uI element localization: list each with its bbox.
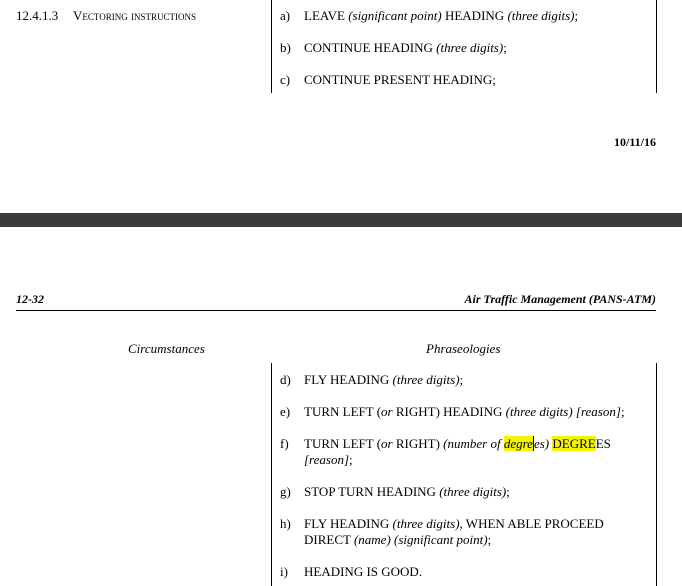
text-run: ;: [503, 40, 507, 55]
section-number: 12.4.1.3: [16, 8, 59, 23]
text-run: (number of: [443, 436, 504, 451]
phraseology-item-f[interactable]: [280, 436, 648, 468]
phraseology-item-e: [280, 404, 648, 420]
item-text: [304, 8, 578, 23]
page-date: 10/11/16: [613, 135, 656, 149]
running-header-title: Air Traffic Management (PANS-ATM): [464, 292, 656, 306]
item-text: [304, 40, 507, 55]
text-run: TURN LEFT (: [304, 404, 382, 419]
item-text[interactable]: [304, 436, 644, 468]
item-label: a): [280, 8, 291, 23]
text-run: TURN LEFT (: [304, 436, 382, 451]
header-rule: [16, 310, 656, 311]
text-run: es): [533, 436, 550, 451]
item-label: i): [280, 564, 288, 579]
page-separator: [0, 213, 682, 227]
page-number: 12-32: [16, 292, 44, 306]
item-label: e): [280, 404, 291, 419]
phraseology-column-rules: [271, 363, 657, 586]
text-run: ;: [506, 484, 510, 499]
text-run: [reason]: [304, 452, 350, 467]
item-label: g): [280, 484, 291, 499]
column-header-circumstances: Circumstances: [128, 341, 205, 356]
item-label: f): [280, 436, 289, 451]
phraseology-item-b: [280, 40, 650, 56]
item-label: h): [280, 516, 291, 531]
text-run: (three digits): [439, 484, 507, 499]
text-run: (name) (significant point): [353, 532, 488, 547]
item-text: [304, 72, 496, 87]
text-run: DIRECT: [304, 532, 354, 547]
item-text: [304, 404, 644, 420]
item-label: b): [280, 40, 291, 55]
text-run: ;: [459, 372, 464, 387]
text-run: HEADING IS GOOD.: [304, 564, 423, 579]
text-run: CONTINUE PRESENT HEADING;: [304, 72, 496, 87]
text-run: ;: [620, 404, 625, 419]
phraseology-item-a: [280, 8, 650, 24]
text-run: ;: [487, 532, 492, 547]
phraseology-item-g: [280, 484, 648, 500]
text-run: or: [381, 436, 393, 451]
item-text: [304, 564, 644, 580]
search-highlight: DEGRE: [552, 436, 596, 451]
text-run: CONTINUE HEADING: [304, 40, 437, 55]
section-title: Vectoring instructions: [73, 8, 196, 23]
item-text: [304, 372, 644, 388]
text-run: ;: [349, 452, 353, 467]
text-run: RIGHT): [392, 436, 444, 451]
phraseology-item-i: [280, 564, 648, 580]
item-text: [304, 484, 644, 500]
text-run: (three digits): [507, 8, 575, 23]
text-run: STOP TURN HEADING: [304, 484, 440, 499]
text-run: (significant point): [348, 8, 442, 23]
text-run: (three digits): [392, 372, 460, 387]
text-run: , WHEN ABLE PROCEED: [459, 516, 604, 531]
text-run: ES: [595, 436, 611, 451]
item-label: c): [280, 72, 291, 87]
text-run: or: [381, 404, 393, 419]
text-run: FLY HEADING: [304, 516, 393, 531]
column-header-phraseologies: Phraseologies: [426, 341, 501, 356]
search-highlight: degre: [503, 436, 533, 451]
text-run: (three digits): [436, 40, 504, 55]
phraseology-item-c: [280, 72, 650, 88]
text-run: (three digits): [392, 516, 460, 531]
text-run: RIGHT) HEADING: [392, 404, 506, 419]
text-run: HEADING: [441, 8, 508, 23]
text-run: FLY HEADING: [304, 372, 393, 387]
text-run: LEAVE: [304, 8, 349, 23]
phraseology-item-d: [280, 372, 648, 388]
text-run: (three digits) [reason]: [505, 404, 621, 419]
text-run: ;: [574, 8, 579, 23]
item-text: [304, 516, 644, 548]
phraseology-item-h: [280, 516, 648, 548]
item-label: d): [280, 372, 291, 387]
